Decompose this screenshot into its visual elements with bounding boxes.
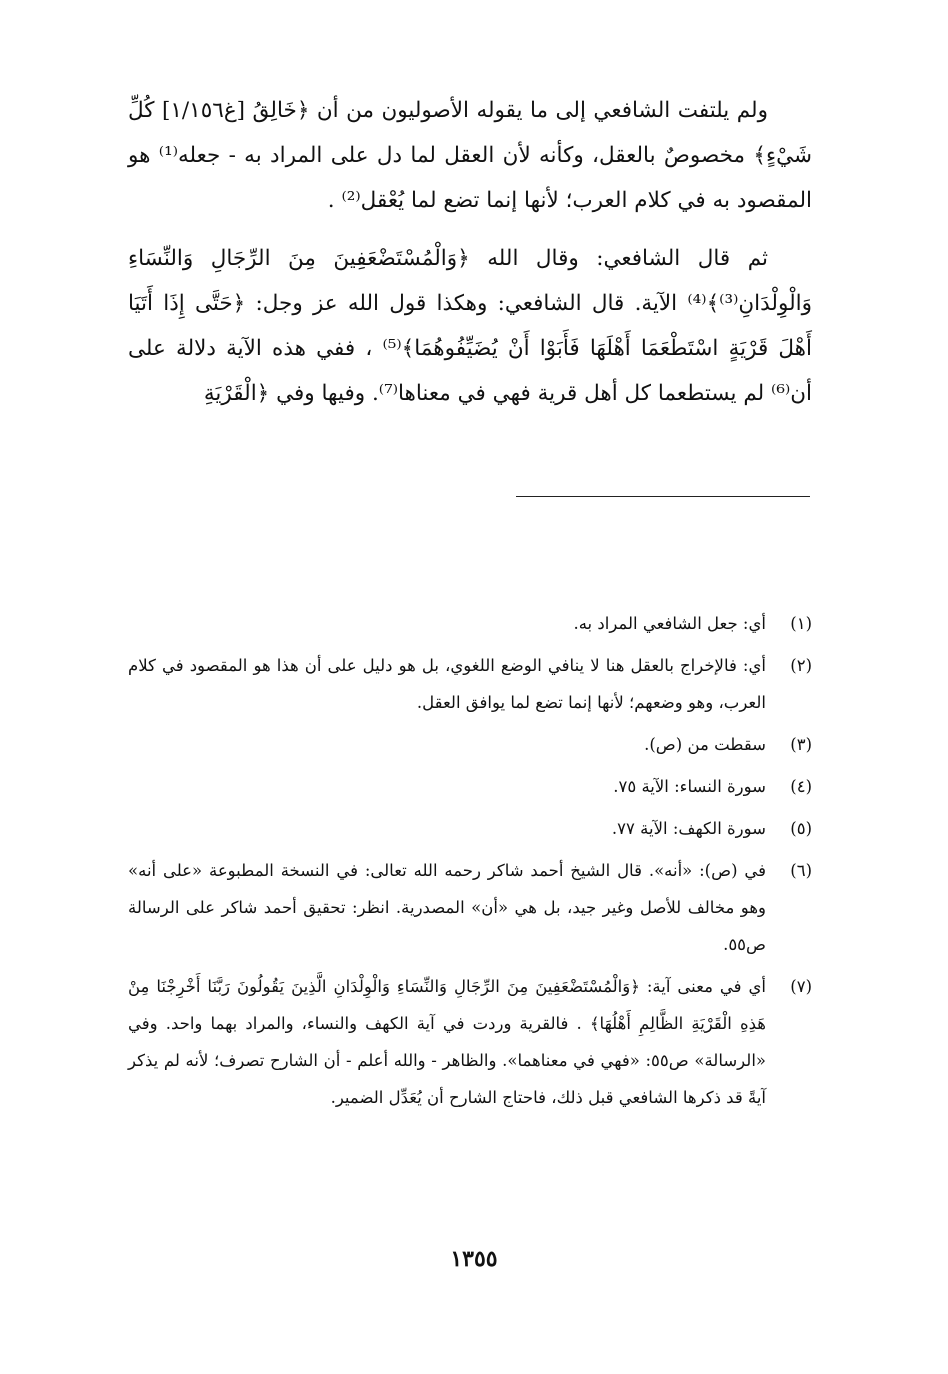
footnote-text: في (ص): «أنه». قال الشيخ أحمد شاكر رحمه الله تعالى: في النسخة المطبوعة «على أنه» وهو مخالف للأصل وغير جيد، بل هي «أن» المصدرية. انظر: تحقيق أحمد شاكر على الرسالة ص٥٥. [128, 861, 766, 954]
footnote-text: سورة النساء: الآية ٧٥. [613, 777, 766, 796]
footnote-number: (٣) [790, 735, 812, 754]
footnote-text: أي: جعل الشافعي المراد به. [573, 614, 766, 633]
footnote-number: (٤) [790, 777, 812, 796]
footnote-item [128, 852, 812, 963]
footnote-number: (٧) [790, 977, 812, 996]
footnote-text: أي: فالإخراج بالعقل هنا لا ينافي الوضع اللغوي، بل هو دليل على أن هذا هو المقصود في كلام العرب، وهو وضعهم؛ لأنها إنما تضع لما يوافق العقل. [128, 656, 766, 712]
main-paragraph-1: ولم يلتفت الشافعي إلى ما يقوله الأصوليون من أن ﴿خَالِقُ [غ١/١٥٦] كُلِّ شَيْءٍ﴾ مخصوصٌ بالعقل، وكأنه لأن العقل لما دل على المراد به - جعله⁽¹⁾ هو المقصود به في كلام العرب؛ لأنها إنما تضع لما يُعْقل⁽²⁾ . [128, 98, 813, 213]
footnote-text: سقطت من (ص). [644, 735, 766, 754]
footnote-item [128, 726, 812, 763]
footnote-number: (٦) [790, 861, 812, 880]
footnote-number: (٢) [790, 656, 812, 675]
page-number: ١٣٥٥ [450, 1246, 498, 1272]
footnote-item [128, 647, 812, 721]
footnote-item [128, 768, 812, 805]
footnote-item [128, 810, 812, 847]
footnote-item [128, 968, 812, 1116]
main-paragraph-2: ثم قال الشافعي: وقال الله ﴿وَالْمُسْتَضْعَفِينَ مِنَ الرِّجَالِ وَالنِّسَاءِ وَالْوِلْدَانِ⁽³⁾﴾⁽⁴⁾ الآية. قال الشافعي: وهكذا قول الله عز وجل: ﴿حَتَّى إِذَا أَتَيَا أَهْلَ قَرْيَةٍ اسْتَطْعَمَا أَهْلَهَا فَأَبَوْا أَنْ يُضَيِّفُوهُمَا﴾⁽⁵⁾ ، ففي هذه الآية دلالة على أن⁽⁶⁾ لم يستطعما كل أهل قرية فهي في معناها⁽⁷⁾. وفيها وفي ﴿الْقَرْيَةِ [128, 246, 812, 406]
footnote-number: (٥) [790, 819, 812, 838]
footnote-text: أي في معنى آية: ﴿وَالْمُسْتَضْعَفِينَ مِنَ الرِّجَالِ وَالنِّسَاءِ وَالْوِلْدَانِ الَّذِينَ يَقُولُونَ رَبَّنَا أَخْرِجْنَا مِنْ هَذِهِ الْقَرْيَةِ الظَّالِمِ أَهْلُهَا﴾ . فالقرية وردت في آية الكهف والنساء، والمراد بهما واحد. وفي «الرسالة» ص٥٥: «فهي في معناهما». والظاهر - والله أعلم - أن الشارح تصرف؛ لأنه لم يذكر آيةً قد ذكرها الشافعي قبل ذلك، فاحتاج الشارح أن يُعَدِّل الضمير. [128, 977, 766, 1107]
footnote-number: (١) [790, 614, 812, 633]
page-body [128, 88, 812, 416]
footnote-item [128, 605, 812, 642]
footnote-text: سورة الكهف: الآية ٧٧. [611, 819, 766, 838]
footnote-separator [516, 496, 810, 497]
footnotes-list [128, 605, 812, 1121]
